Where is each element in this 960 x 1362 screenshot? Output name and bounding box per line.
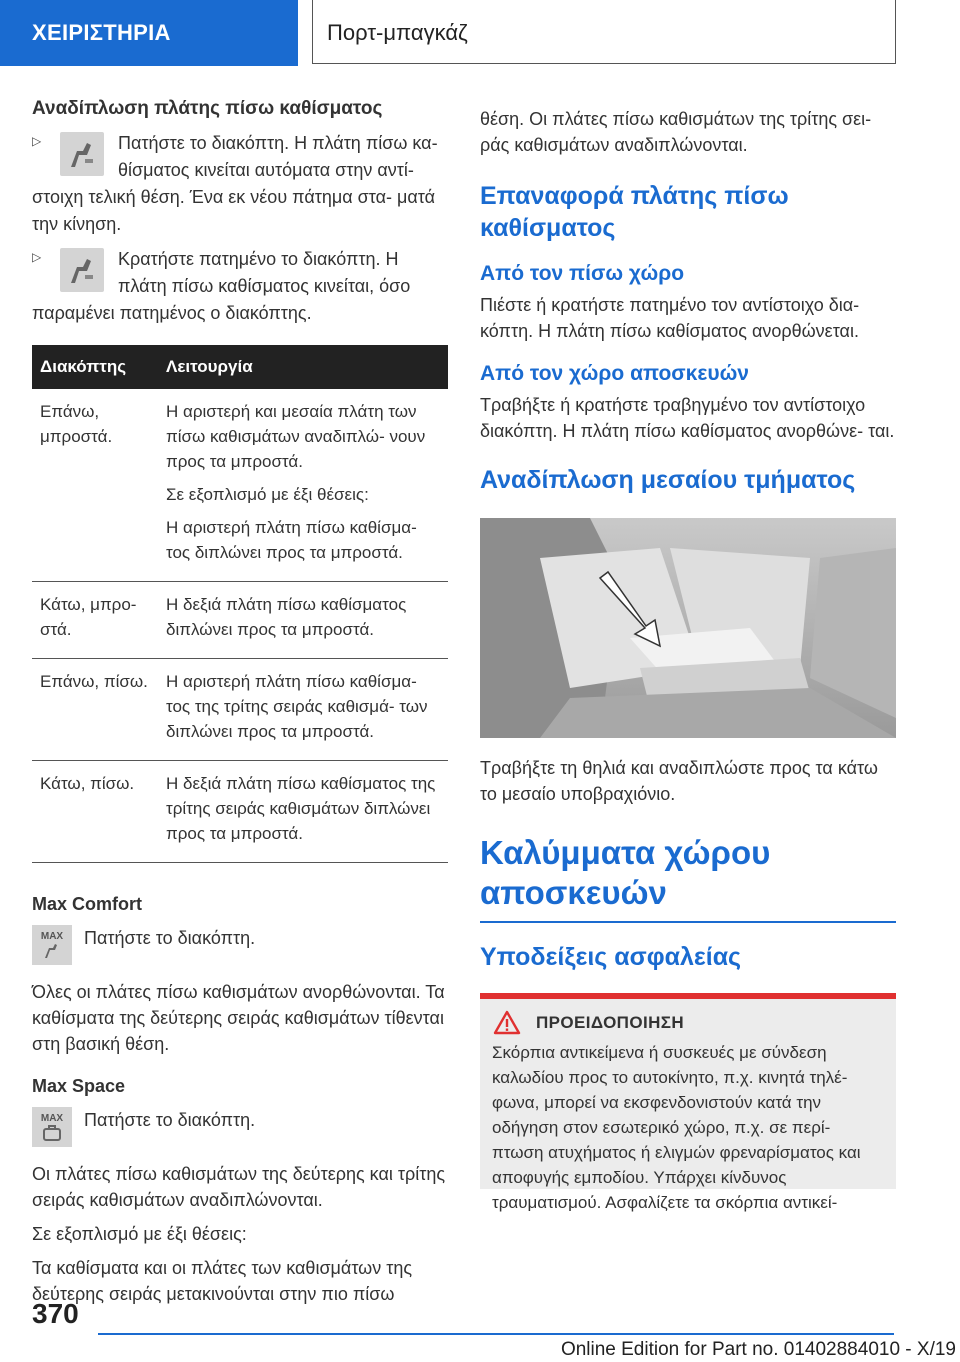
max-space-text-1: Οι πλάτες πίσω καθισμάτων της δεύτερης και τρίτης σειράς καθισμάτων αναδιπλώνονται. xyxy=(32,1164,446,1210)
table-cell-switch: Επάνω, μπροστά. xyxy=(32,389,158,582)
max-comfort-title: Max Comfort xyxy=(32,894,143,914)
max-comfort-section xyxy=(32,891,448,1057)
page-topic: Πορτ-μπαγκάζ xyxy=(312,0,896,64)
edition-note: Online Edition for Part no. 01402884010 - X/19 xyxy=(557,1339,960,1361)
step-triangle-icon: ▷ xyxy=(32,250,42,264)
step-2-text: Κρατήστε πατημένο το διακόπτη. Η πλάτη πίσω καθίσματος κινείται, όσο παραμένει πατημένος ο διακόπτης. xyxy=(32,249,411,323)
table-row xyxy=(32,582,448,659)
center-text: Τραβήξτε τη θηλιά και αναδιπλώστε προς τα κάτω το μεσαίο υποβραχιόνιο. xyxy=(480,758,878,804)
max-space-icon xyxy=(32,1107,72,1147)
icon-label: MAX xyxy=(40,1112,64,1124)
table-cell-function xyxy=(158,582,448,659)
table-cell-switch: Επάνω, πίσω. xyxy=(32,659,158,761)
max-space-title: Max Space xyxy=(32,1076,126,1096)
step-2 xyxy=(32,246,448,327)
max-comfort-step xyxy=(32,925,448,965)
reset-title: Επαναφορά πλάτης πίσω καθίσματος xyxy=(480,182,789,242)
step-1-text: Πατήστε το διακόπτη. Η πλάτη πίσω κα- θίσματος κινείται αυτόματα στην αντί- στοιχη τελική θέση. Ένα εκ νέου πάτημα στα- ματά την κίνηση. xyxy=(32,133,438,234)
footer-rule xyxy=(98,1333,894,1335)
max-comfort-text: Όλες οι πλάτες πίσω καθισμάτων ανορθώνονται. Τα καθίσματα της δεύτερης σειράς καθισμάτων τίθενται στη βασική θέση. xyxy=(32,982,445,1054)
safety-title: Υποδείξεις ασφαλείας xyxy=(480,943,742,971)
max-comfort-press: Πατήστε το διακόπτη. xyxy=(84,928,256,948)
icon-label: MAX xyxy=(40,930,64,942)
warning-header xyxy=(494,1011,886,1034)
table-header-function: Λειτουργία xyxy=(158,345,448,389)
table-row xyxy=(32,659,448,761)
from-trunk-text: Τραβήξτε ή κρατήστε τραβηγμένο τον αντίστοιχο διακόπτη. Η πλάτη πίσω καθίσματος ανορθώνε- ται. xyxy=(480,395,895,441)
covers-title: Καλύμματα χώρου αποσκευών xyxy=(480,834,771,911)
warning-label: ΠΡΟΕΙΔΟΠΟΙΗΣΗ xyxy=(536,1012,685,1032)
table-row xyxy=(32,761,448,863)
continued-text: θέση. Οι πλάτες πίσω καθισμάτων της τρίτης σει- ράς καθισμάτων αναδιπλώνονται. xyxy=(480,109,872,155)
seat-switch-icon xyxy=(60,132,104,176)
function-text: Η δεξιά πλάτη πίσω καθίσματος διπλώνει προς τα μπροστά. xyxy=(166,595,407,639)
table-header-switch: Διακόπτης xyxy=(32,345,158,389)
section-tab: ΧΕΙΡΙΣΤΗΡΙΑ xyxy=(0,0,298,66)
page-header xyxy=(0,0,960,66)
function-text: Σε εξοπλισμό με έξι θέσεις: xyxy=(166,485,369,504)
max-comfort-icon xyxy=(32,925,72,965)
table-cell-function xyxy=(158,761,448,863)
function-text: Η αριστερή και μεσαία πλάτη των πίσω καθισμάτων αναδιπλώ- νουν προς τα μπροστά. xyxy=(166,402,426,471)
max-space-step xyxy=(32,1107,448,1147)
section-divider xyxy=(480,921,896,923)
right-column xyxy=(480,106,896,1212)
center-section-title: Αναδίπλωση μεσαίου τμήματος xyxy=(480,466,856,494)
fold-title: Αναδίπλωση πλάτης πίσω καθίσματος xyxy=(32,98,383,119)
function-text: Η δεξιά πλάτη πίσω καθίσματος της τρίτης σειράς καθισμάτων διπλώνει προς τα μπροστά. xyxy=(166,774,436,843)
from-rear-title: Από τον πίσω χώρο xyxy=(480,262,685,285)
page-number: 370 xyxy=(32,1298,79,1329)
from-trunk-title: Από τον χώρο αποσκευών xyxy=(480,362,749,385)
table-cell-switch: Κάτω, μπρο- στά. xyxy=(32,582,158,659)
warning-box xyxy=(480,993,896,1212)
max-space-press: Πατήστε το διακόπτη. xyxy=(84,1110,256,1130)
warning-triangle-icon xyxy=(494,1011,520,1034)
from-rear-text: Πιέστε ή κρατήστε πατημένο τον αντίστοιχο δια- κόπτη. Η πλάτη πίσω καθίσματος ανορθώνεται. xyxy=(480,295,860,341)
left-column xyxy=(32,96,448,1307)
table-cell-function xyxy=(158,659,448,761)
step-1 xyxy=(32,130,448,238)
max-space-section xyxy=(32,1073,448,1307)
switch-function-table xyxy=(32,345,448,863)
seat-switch-icon xyxy=(60,248,104,292)
table-row xyxy=(32,389,448,582)
function-text: Η αριστερή πλάτη πίσω καθίσμα- τος διπλώνει προς τα μπροστά. xyxy=(166,518,417,562)
function-text: Η αριστερή πλάτη πίσω καθίσμα- τος της τρίτης σειράς καθισμά- των διπλώνει προς τα μπροστά. xyxy=(166,672,428,741)
max-space-text-3: Τα καθίσματα και οι πλάτες των καθισμάτων της δεύτερης σειράς μετακινούνται στην πιο πίσω xyxy=(32,1258,413,1304)
table-cell-function xyxy=(158,389,448,582)
warning-text: Σκόρπια αντικείμενα ή συσκευές με σύνδεση καλωδίου προς το αυτοκίνητο, π.χ. κινητά τηλέ- φωνα, μπορεί να εκσφενδονιστούν κατά την οδήγηση στον εσωτερικό χώρο, π.χ. σε περί- πτωση ατυχήματος ή ελιγμών φρεναρίσματος και αποφυγής εμποδίου. Υπάρχει κίνδυνος τραυματισμού. Ασφαλίζετε τα σκόρπια αντικεί- xyxy=(492,1043,861,1212)
step-triangle-icon: ▷ xyxy=(32,134,42,148)
max-space-text-2: Σε εξοπλισμό με έξι θέσεις: xyxy=(32,1224,247,1244)
rear-seat-armrest-photo xyxy=(480,518,896,738)
table-cell-switch: Κάτω, πίσω. xyxy=(32,761,158,863)
